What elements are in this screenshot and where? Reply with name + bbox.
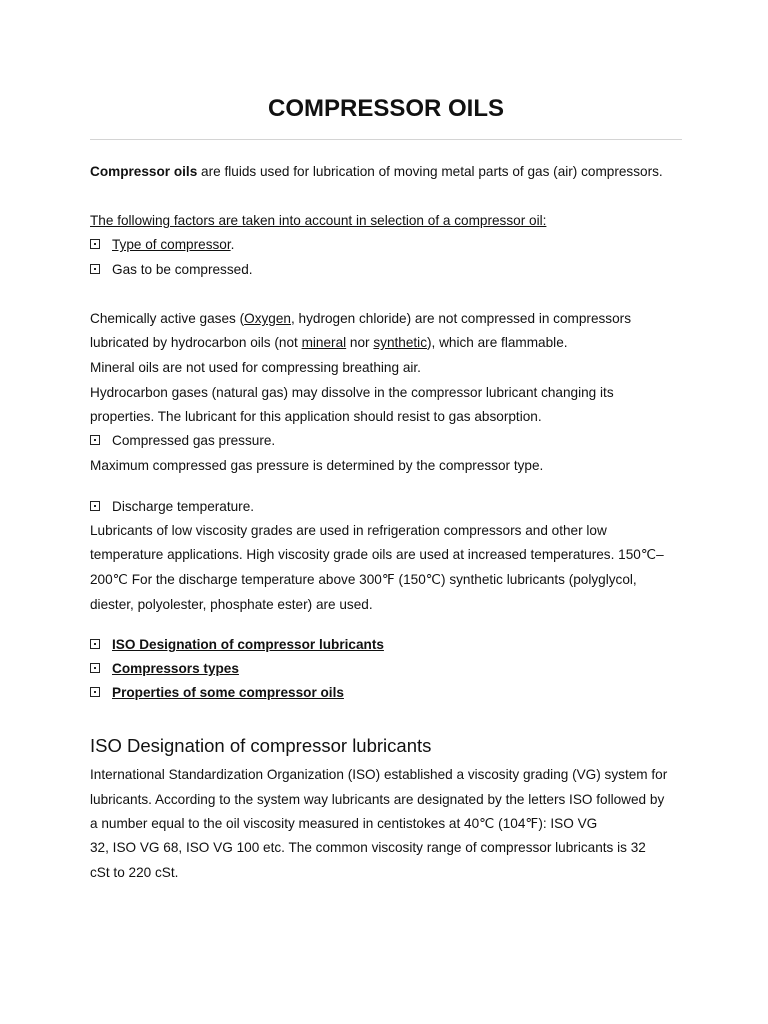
toc-link-properties[interactable]: Properties of some compressor oils (112, 685, 344, 700)
gas-paragraph-line-5: properties. The lubricant for this application should resist to gas absorption. (90, 409, 542, 424)
intro-text: are fluids used for lubrication of moving metal parts of gas (air) compressors. (197, 164, 663, 179)
intro-paragraph (90, 163, 663, 181)
toc-item (90, 636, 384, 654)
factor-item-gas: Gas to be compressed. (90, 261, 253, 279)
toc-link-iso-designation[interactable]: ISO Designation of compressor lubricants (112, 637, 384, 652)
checkbox-bullet-icon (90, 239, 100, 249)
checkbox-bullet-icon (90, 663, 100, 673)
iso-paragraph-line-3: a number equal to the oil viscosity measured in centistokes at 40℃ (104℉): ISO VG (90, 816, 598, 831)
checkbox-bullet-icon (90, 639, 100, 649)
oxygen-link[interactable]: Oxygen (244, 311, 291, 326)
pressure-text: Maximum compressed gas pressure is determined by the compressor type. (90, 458, 544, 473)
checkbox-bullet-icon (90, 264, 100, 274)
toc-item (90, 684, 344, 702)
discharge-paragraph-line-2: temperature applications. High viscosity grade oils are used at increased temperatures. 150℃– (90, 547, 664, 562)
toc-item (90, 660, 239, 678)
mineral-link[interactable]: mineral (301, 335, 347, 350)
toc-link-compressors-types[interactable]: Compressors types (112, 661, 239, 676)
iso-paragraph-line-2: lubricants. According to the system way lubricants are designated by the letters ISO followed by (90, 792, 665, 807)
factors-heading: The following factors are taken into account in selection of a compressor oil: (90, 213, 547, 228)
iso-paragraph-line-1: International Standardization Organization (ISO) established a viscosity grading (VG) system for (90, 767, 668, 782)
intro-term: Compressor oils (90, 164, 198, 179)
gas-paragraph-line-3: Mineral oils are not used for compressing breathing air. (90, 360, 421, 375)
type-of-compressor-link[interactable]: Type of compressor (112, 237, 231, 252)
discharge-paragraph-line-4: diester, polyolester, phosphate ester) are used. (90, 597, 373, 612)
page-title: COMPRESSOR OILS (267, 95, 505, 122)
factor-item-discharge: Discharge temperature. (90, 498, 254, 516)
gas-paragraph-line-4: Hydrocarbon gases (natural gas) may dissolve in the compressor lubricant changing its (90, 385, 614, 400)
synthetic-link[interactable]: synthetic (373, 335, 428, 350)
iso-paragraph-line-5: cSt to 220 cSt. (90, 865, 179, 880)
section-heading-iso: ISO Designation of compressor lubricants (90, 735, 432, 756)
discharge-paragraph-line-3: 200℃ For the discharge temperature above 300℉ (150℃) synthetic lubricants (polyglycol, (90, 572, 637, 587)
gas-paragraph-line-2: lubricated by hydrocarbon oils (not mineral nor synthetic), which are flammable. (90, 335, 568, 350)
factor-item-pressure: Compressed gas pressure. (90, 432, 275, 450)
factor-item-type: Type of compressor. (90, 236, 234, 254)
checkbox-bullet-icon (90, 687, 100, 697)
checkbox-bullet-icon (90, 501, 100, 511)
discharge-paragraph-line-1: Lubricants of low viscosity grades are used in refrigeration compressors and other low (90, 523, 607, 538)
title-divider (90, 139, 682, 140)
gas-paragraph-line-1: Chemically active gases (Oxygen, hydrogen chloride) are not compressed in compressors (90, 311, 631, 326)
checkbox-bullet-icon (90, 435, 100, 445)
iso-paragraph-line-4: 32, ISO VG 68, ISO VG 100 etc. The common viscosity range of compressor lubricants is 32 (90, 840, 646, 855)
